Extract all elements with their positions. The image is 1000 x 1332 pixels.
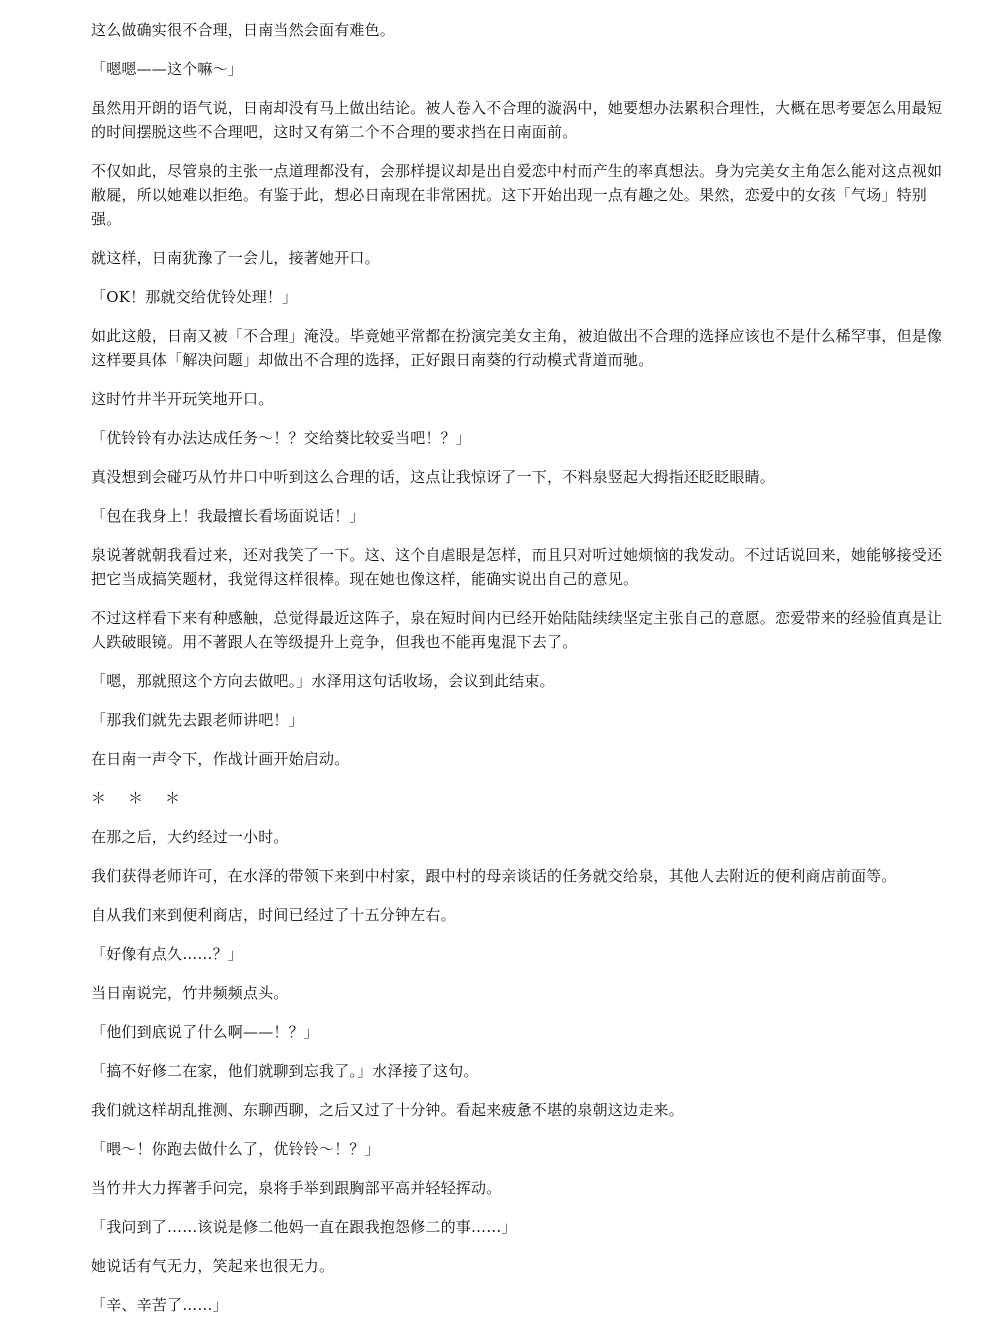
- scene-separator: ＊＊＊: [91, 789, 203, 807]
- paragraph-11: 「包在我身上！我最擅长看场面说话！」: [91, 507, 365, 525]
- paragraph-16: 在日南一声令下，作战计画开始启动。: [91, 750, 350, 768]
- paragraph-17: 在那之后，大约经过一小时。: [91, 828, 289, 846]
- paragraph-7: 如此这般，日南又被「不合理」淹没。毕竟她平常都在扮演完美女主角，被迫做出不合理的选择应该也不是什么稀罕事，但是像这样要具体「解决问题」却做出不合理的选择，正好跟日南葵的行动模式背道而驰。: [91, 327, 943, 369]
- paragraph-4: 不仅如此，尽管泉的主张一点道理都没有，会那样提议却是出自爱恋中村而产生的率真想法。身为完美女主角怎么能对这点视如敝屣，所以她难以拒绝。有鉴于此，想必日南现在非常困扰。这下开始出现一点有趣之处。果然，恋爱中的女孩「气场」特别强。: [91, 162, 943, 228]
- paragraph-28: 她说话有气无力，笑起来也很无力。: [91, 1257, 335, 1275]
- paragraph-1: 这么做确实很不合理，日南当然会面有难色。: [91, 21, 396, 39]
- paragraph-24: 我们就这样胡乱推测、东聊西聊，之后又过了十分钟。看起来疲惫不堪的泉朝这边走来。: [91, 1101, 684, 1119]
- paragraph-25: 「喂～！你跑去做什么了，优铃铃～！？」: [91, 1140, 380, 1158]
- paragraph-2: 「嗯嗯——这个嘛～」: [91, 60, 244, 78]
- paragraph-20: 「好像有点久……？」: [91, 945, 244, 963]
- paragraph-6: 「OK！那就交给优铃处理！」: [91, 288, 298, 306]
- document-page: [91, 18, 951, 1332]
- paragraph-10: 真没想到会碰巧从竹井口中听到这么合理的话，这点让我惊讶了一下，不料泉竖起大拇指还眨眨眼睛。: [91, 468, 776, 486]
- paragraph-9: 「优铃铃有办法达成任务～！？交给葵比较妥当吧！？」: [91, 429, 472, 447]
- paragraph-29: 「辛、辛苦了……」: [91, 1296, 228, 1314]
- paragraph-22: 「他们到底说了什么啊——！？」: [91, 1023, 320, 1041]
- paragraph-14: 「嗯，那就照这个方向去做吧。」水泽用这句话收场，会议到此结束。: [91, 672, 555, 690]
- paragraph-5: 就这样，日南犹豫了一会儿，接著她开口。: [91, 249, 380, 267]
- paragraph-12: 泉说著就朝我看过来，还对我笑了一下。这、这个自虐眼是怎样，而且只对听过她烦恼的我发动。不过话说回来，她能够接受还把它当成搞笑题材，我觉得这样很棒。现在她也像这样，能确实说出自己的意见。: [91, 546, 943, 588]
- paragraph-27: 「我问到了……该说是修二他妈一直在跟我抱怨修二的事……」: [91, 1218, 517, 1236]
- paragraph-15: 「那我们就先去跟老师讲吧！」: [91, 711, 304, 729]
- paragraph-19: 自从我们来到便利商店，时间已经过了十五分钟左右。: [91, 906, 456, 924]
- paragraph-13: 不过这样看下来有种感触，总觉得最近这阵子，泉在短时间内已经开始陆陆续续坚定主张自己的意愿。恋爱带来的经验值真是让人跌破眼镜。用不著跟人在等级提升上竞争，但我也不能再鬼混下去了。: [91, 609, 943, 651]
- paragraph-23: 「搞不好修二在家，他们就聊到忘我了。」水泽接了这句。: [91, 1062, 479, 1080]
- paragraph-21: 当日南说完，竹井频频点头。: [91, 984, 289, 1002]
- paragraph-18: 我们获得老师许可，在水泽的带领下来到中村家，跟中村的母亲谈话的任务就交给泉，其他人去附近的便利商店前面等。: [91, 867, 897, 885]
- paragraph-26: 当竹井大力挥著手问完，泉将手举到跟胸部平高并轻轻挥动。: [91, 1179, 502, 1197]
- paragraph-8: 这时竹井半开玩笑地开口。: [91, 390, 274, 408]
- paragraph-3: 虽然用开朗的语气说，日南却没有马上做出结论。被人卷入不合理的漩涡中，她要想办法累积合理性，大概在思考要怎么用最短的时间摆脱这些不合理吧，这时又有第二个不合理的要求挡在日南面前。: [91, 99, 943, 141]
